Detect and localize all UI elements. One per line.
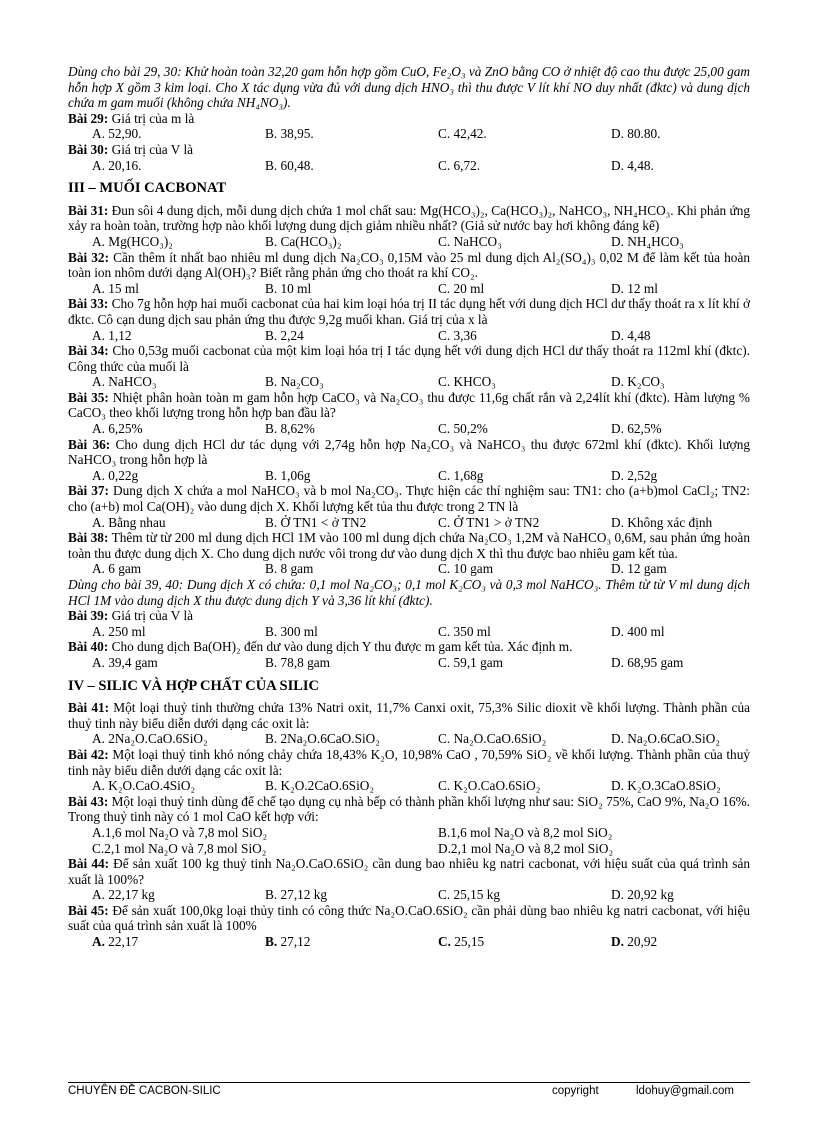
option-a: A. 6 gam (92, 561, 142, 577)
option-a: A. 20,16. (92, 157, 142, 173)
page-footer (68, 1082, 750, 1097)
option-a: A. 1,12 (92, 327, 132, 343)
option-a: A. 52,90. (92, 126, 142, 142)
question-text: Cho dung dịch Ba(OH)₂ đến dư vào dung dịch Y thu được m gam kết tủa. Xác định m. (108, 639, 573, 655)
option-b (265, 934, 438, 950)
question-text: Cho dung dịch HCl dư tác dụng với 2,74g hỗn hợp Na₂CO₃ và NaHCO₃ thu được 672ml khí (đktc). Khối lượng NaHCO₃ trong hỗn hợp là (68, 436, 750, 468)
option-b: B. 1,06g (265, 467, 311, 483)
option-b: B. 10 ml (265, 280, 312, 296)
question-number: Bài 32: (68, 249, 110, 265)
option-c: C. 350 ml (438, 623, 491, 639)
answer-options (68, 515, 750, 531)
option-a: A. 6,25% (92, 421, 143, 437)
question-43 (68, 794, 750, 825)
option-a: A. K₂O.CaO.4SiO₂ (92, 778, 196, 794)
option-b: B. Na₂CO₃ (265, 374, 324, 390)
answer-options (68, 731, 750, 747)
question-text: Giá trị của V là (108, 141, 194, 157)
option-c: C. 3,36 (438, 327, 477, 343)
question-text: Một loại thuỷ tinh thường chứa 13% Natri oxit, 11,7% Canxi oxit, 75,3% Silic dioxit về khối lượng. Thành phần của thuỷ tinh này biểu diễn dưới dạng các oxit là: (68, 700, 750, 731)
document-body (68, 64, 750, 950)
option-b: B. Ở TN1 < ở TN2 (265, 514, 367, 530)
question-text: Cho 7g hỗn hợp hai muối cacbonat của hai kim loại hóa trị II tác dụng hết với dung dịch HCl dư thấy thoát ra x lít khí ở đktc. Cô cạn dung dịch sau phản ứng thu được 9,2g muối khan. Giá trị của x là (68, 296, 750, 327)
question-39 (68, 608, 750, 624)
intro-39-40-text: Dùng cho bài 39, 40: Dung dịch X có chứa: 0,1 mol Na₂CO₃; 0,1 mol K₂CO₃ và 0,3 mol NaHCO₃. Thêm từ từ V ml dung dịch HCl 1M vào dung dịch X thu được dung dịch Y và 3,36 lít khí (đktc). (68, 577, 750, 608)
question-number: Bài 37: (68, 483, 109, 499)
option-c: C. Ở TN1 > ở TN2 (438, 514, 540, 530)
footer-title: CHUYÊN ĐỀ CACBON-SILIC (68, 1085, 221, 1097)
question-29 (68, 111, 750, 127)
question-44 (68, 856, 750, 887)
footer-copyright: copyright (552, 1085, 599, 1097)
question-40 (68, 639, 750, 655)
footer-email: ldohuy@gmail.com (636, 1085, 734, 1097)
question-36 (68, 437, 750, 468)
option-b: B. 78,8 gam (265, 654, 331, 670)
question-number: Bài 43: (68, 793, 109, 809)
option-d: D. 12 gam (611, 561, 667, 577)
question-35 (68, 390, 750, 421)
question-42 (68, 747, 750, 778)
question-45 (68, 903, 750, 934)
section-heading-carbonate: III – MUỐI CACBONAT (68, 180, 227, 197)
question-number: Bài 30: (68, 141, 109, 157)
option-c: C. 10 gam (438, 561, 494, 577)
option-c: C. NaHCO₃ (438, 233, 502, 249)
option-a: A. 2Na₂O.CaO.6SiO₂ (92, 731, 208, 747)
question-text: Dung dịch X chứa a mol NaHCO₃ và b mol Na₂CO₃. Thực hiện các thí nghiệm sau: TN1: cho (a+b)mol CaCl₂; TN2: cho (a+b) mol Ca(OH)₂ vào dung dịch X. Khối lượng kết tủa thu được trong 2 TN là (68, 483, 751, 515)
question-number: Bài 42: (68, 746, 109, 762)
question-text: Đun sôi 4 dung dịch, mỗi dung dịch chứa 1 mol chất sau: Mg(HCO₃)₂, Ca(HCO₃)₂, NaHCO₃, NH₄HCO₃. Khi phản ứng xảy ra hoàn toàn, trường hợp nào khối lượng dung dịch giảm nhiều nhất? (Giả sử nước bay hơi không đáng kể) (68, 202, 750, 234)
option-b: B. 8,62% (265, 421, 315, 437)
option-value: 25,15 (450, 934, 485, 950)
question-number: Bài 45: (68, 902, 109, 918)
question-number: Bài 44: (68, 856, 110, 872)
option-c: C. 1,68g (438, 467, 484, 483)
option-d: D. K₂CO₃ (611, 374, 665, 390)
option-d: D. 12 ml (611, 280, 658, 296)
option-d: D. 2,52g (611, 467, 658, 483)
option-d: D. 68,95 gam (611, 654, 684, 670)
answer-options (68, 468, 750, 484)
option-c: C.2,1 mol Na₂O và 7,8 mol SiO₂ (92, 840, 267, 856)
question-number: Bài 38: (68, 530, 109, 546)
option-b: B. 2Na₂O.6CaO.SiO₂ (265, 731, 380, 747)
option-d: D. Na₂O.6CaO.SiO₂ (611, 731, 720, 747)
option-a: A. Mg(HCO₃)₂ (92, 233, 173, 249)
question-number: Bài 29: (68, 110, 109, 126)
answer-options (68, 887, 750, 903)
question-text: Một loại thuỷ tinh khó nóng chảy chứa 18,43% K₂O, 10,98% CaO , 70,59% SiO₂ về khối lượng. Thành phần của thuỷ tinh này biểu diễn dưới dạng các oxit là: (68, 746, 750, 778)
question-text: Giá trị của m là (108, 110, 195, 126)
option-a: A.1,6 mol Na₂O và 7,8 mol SiO₂ (92, 824, 268, 840)
option-a: A. Bằng nhau (92, 514, 166, 530)
answer-options (68, 374, 750, 390)
answer-options (68, 158, 750, 174)
option-c (438, 934, 611, 950)
option-b: B. 60,48. (265, 157, 314, 173)
option-label: A. (92, 934, 105, 950)
option-c: C. 25,15 kg (438, 887, 501, 903)
option-d: D. 20,92 kg (611, 887, 674, 903)
question-text: Giá trị của V là (108, 608, 194, 624)
question-text: Nhiệt phân hoàn toàn m gam hỗn hợp CaCO₃ và Na₂CO₃ thu được 11,6g chất rắn và 2,24lít khí (đktc). Hàm lượng % CaCO₃ theo khối lượng trong hỗn hợp ban đầu là? (68, 389, 750, 421)
question-number: Bài 36: (68, 436, 111, 452)
question-number: Bài 40: (68, 639, 109, 655)
option-c: C. Na₂O.CaO.6SiO₂ (438, 731, 547, 747)
option-a: A. NaHCO₃ (92, 374, 157, 390)
option-c: C. 50,2% (438, 421, 488, 437)
option-b: B. 300 ml (265, 623, 318, 639)
question-text: Một loại thuỷ tinh dùng để chế tạo dụng cụ nhà bếp có thành phần khối lượng như sau: SiO₂ 75%, CaO 9%, Na₂O 16%. Trong thuỷ tinh này có 1 mol CaO kết hợp với: (68, 793, 750, 825)
answer-options (68, 624, 750, 640)
answer-options (68, 778, 750, 794)
option-d (611, 934, 774, 950)
answer-options (68, 655, 750, 671)
option-d: D. NH₄HCO₃ (611, 233, 684, 249)
option-a: A. 15 ml (92, 280, 139, 296)
option-a: A. 39,4 gam (92, 654, 158, 670)
answer-options (68, 328, 750, 344)
option-c: C. 42,42. (438, 126, 487, 142)
option-b: B. K₂O.2CaO.6SiO₂ (265, 778, 375, 794)
question-33 (68, 296, 750, 327)
option-b: B.1,6 mol Na₂O và 8,2 mol SiO₂ (438, 824, 613, 840)
question-text: Để sản xuất 100 kg thuỷ tinh Na₂O.CaO.6SiO₂ cần dung bao nhiêu kg natri cacbonat, với hiệu suất của quá trình sản xuất là 100%? (68, 856, 750, 887)
question-text: Cần thêm ít nhất bao nhiêu ml dung dịch Na₂CO₃ 0,15M vào 25 ml dung dịch Al₂(SO₄)₃ 0,02 M để làm kết tủa hoàn toàn ion nhôm dưới dạng Al(OH)₃? Biết rằng phản ứng cho thoát ra khí CO₂. (68, 249, 750, 281)
answer-options (68, 126, 750, 142)
answer-options (68, 561, 750, 577)
question-32 (68, 250, 750, 281)
answer-options (68, 234, 750, 250)
option-c: C. KHCO₃ (438, 374, 496, 390)
option-b: B. 38,95. (265, 126, 314, 142)
question-37 (68, 483, 750, 514)
option-b: B. 27,12 kg (265, 887, 328, 903)
option-d: D. 4,48. (611, 157, 654, 173)
option-value: 22,17 (104, 934, 139, 950)
question-31 (68, 203, 750, 234)
option-d: D. 80.80. (611, 126, 661, 142)
intro-39-40 (68, 577, 750, 608)
option-b: B. 2,24 (265, 327, 304, 343)
question-number: Bài 34: (68, 343, 109, 359)
option-label: C. (438, 934, 451, 950)
question-41 (68, 700, 750, 731)
option-c: C. K₂O.CaO.6SiO₂ (438, 778, 541, 794)
question-number: Bài 41: (68, 700, 110, 716)
intro-29-30 (68, 64, 750, 111)
option-b: B. Ca(HCO₃)₂ (265, 233, 342, 249)
question-34 (68, 343, 750, 374)
option-d: D. K₂O.3CaO.8SiO₂ (611, 778, 721, 794)
option-c: C. 20 ml (438, 280, 485, 296)
question-text: Cho 0,53g muối cacbonat của một kim loại hóa trị I tác dụng hết với dung dịch HCl dư thấy thoát ra 112ml khí (đktc). Công thức của muối là (68, 343, 750, 374)
question-text: Thêm từ từ 200 ml dung dịch HCl 1M vào 100 ml dung dịch chứa Na₂CO₃ 1,2M và NaHCO₃ 0,6M, sau phản ứng hoàn toàn thu được dung dịch X. Cho dung dịch nước vôi trong dư vào dung dịch X thì thu được bao nhiêu gam kết tủa. (68, 530, 750, 561)
answer-options (68, 421, 750, 437)
question-number: Bài 39: (68, 608, 109, 624)
option-d: D. 400 ml (611, 623, 665, 639)
option-b: B. 8 gam (265, 561, 314, 577)
question-number: Bài 33: (68, 296, 109, 312)
option-a: A. 22,17 kg (92, 887, 155, 903)
option-a (92, 934, 265, 950)
option-d: D. 4,48 (611, 327, 651, 343)
option-c: C. 59,1 gam (438, 654, 504, 670)
option-label: B. (265, 934, 278, 950)
question-number: Bài 35: (68, 389, 109, 405)
option-value: 27,12 (277, 934, 311, 950)
answer-options (68, 934, 750, 950)
option-d: D.2,1 mol Na₂O và 8,2 mol SiO₂ (438, 840, 614, 856)
question-38 (68, 530, 750, 561)
option-a: A. 0,22g (92, 467, 139, 483)
option-c: C. 6,72. (438, 157, 481, 173)
intro-29-30-text: Dùng cho bài 29, 30: Khử hoàn toàn 32,20 gam hỗn hợp gồm CuO, Fe₂O₃ và ZnO bằng CO ở nhiệt độ cao thu được 25,00 gam hỗn hợp X gồm 3 kim loại. Cho X tác dụng vừa đủ với dung dịch HNO₃ thì thu được V lít khí NO duy nhất (đktc) và dung dịch chứa m gam muối (không chứa NH₄NO₃). (68, 64, 750, 111)
question-number: Bài 31: (68, 202, 109, 218)
section-heading-silicon: IV – SILIC VÀ HỢP CHẤT CỦA SILIC (68, 677, 320, 694)
option-label: D. (611, 934, 624, 950)
answer-options (68, 281, 750, 297)
option-value: 20,92 (623, 934, 658, 950)
question-30 (68, 142, 750, 158)
answer-options (68, 825, 750, 856)
question-text: Để sản xuất 100,0kg loại thủy tinh có công thức Na₂O.CaO.6SiO₂ cần phải dùng bao nhiêu kg natri cacbonat, với hiệu suất của quá trình sản xuất là 100% (68, 902, 750, 934)
option-d: D. 62,5% (611, 421, 662, 437)
option-d: D. Không xác định (611, 514, 713, 530)
option-a: A. 250 ml (92, 623, 146, 639)
